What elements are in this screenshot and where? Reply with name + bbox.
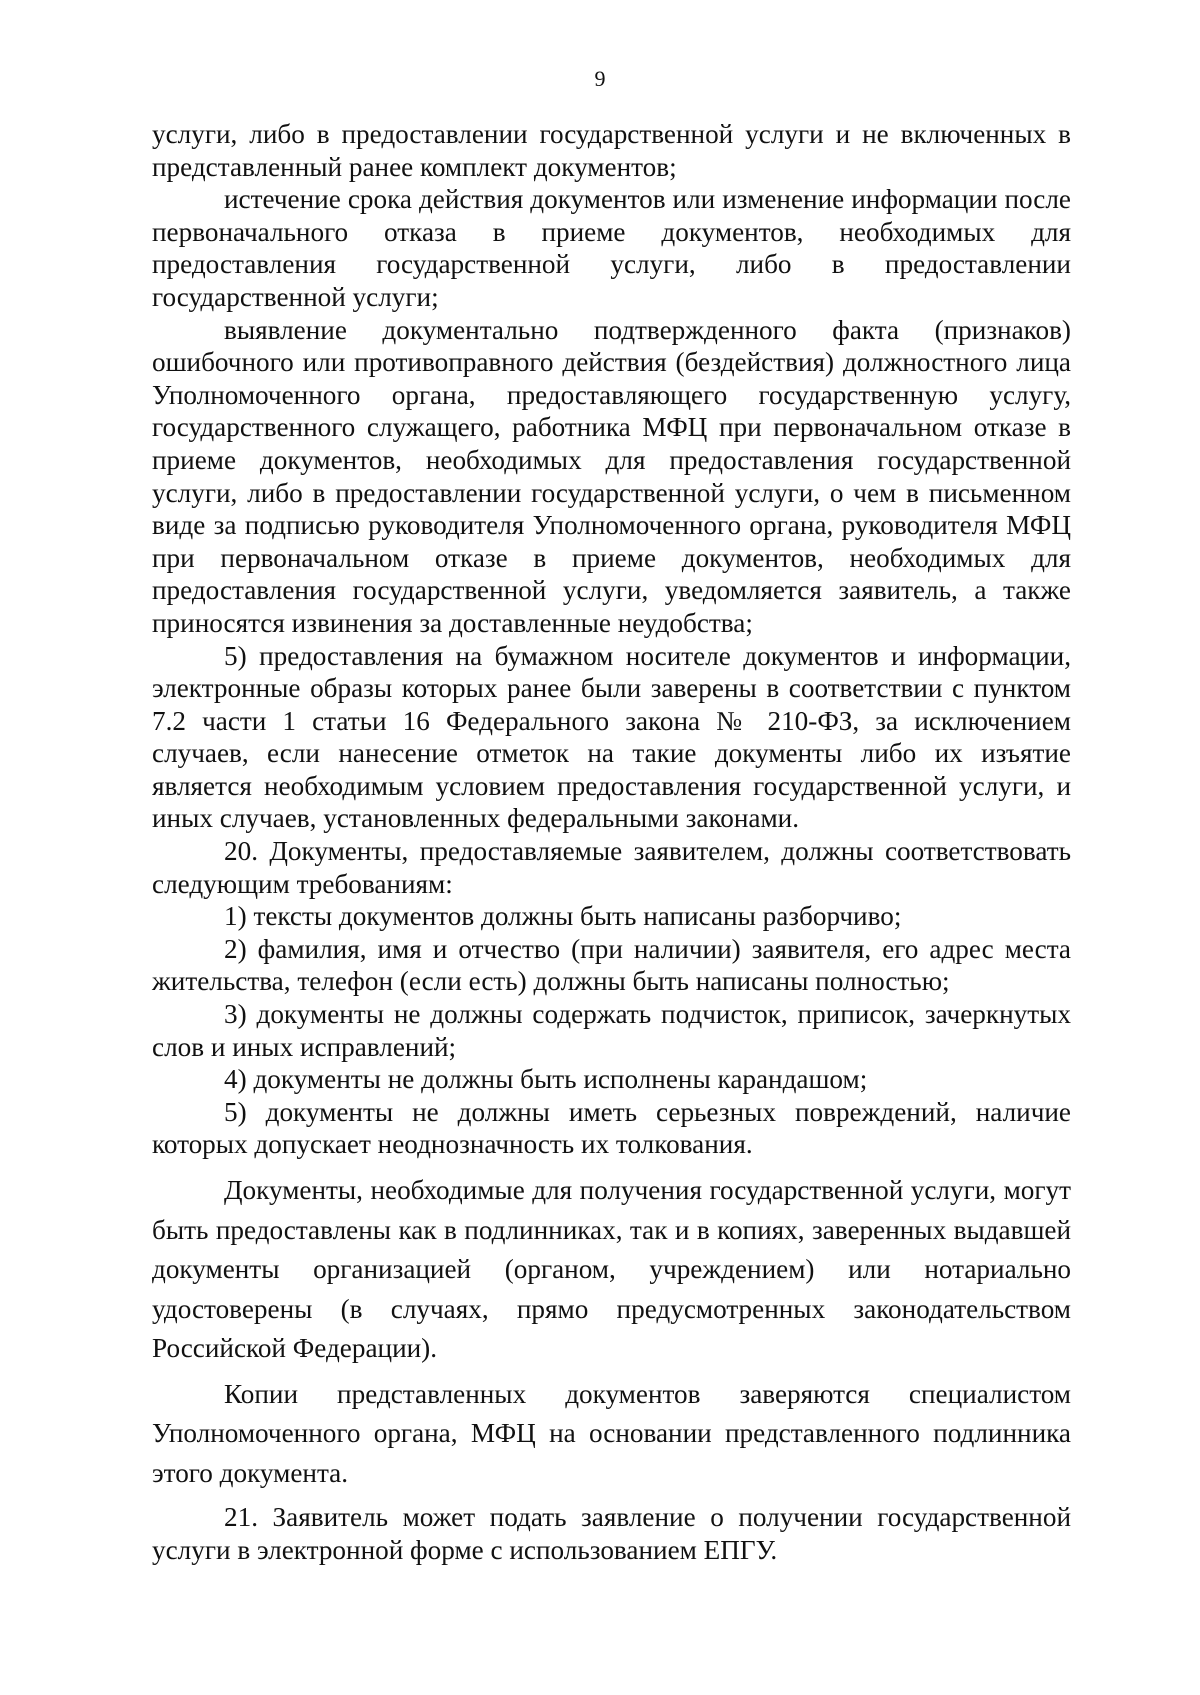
list-item-1: 1) тексты документов должны быть написаны разборчиво; [224,901,902,932]
paragraph-expiry: истечение срока действия документов или изменение информации после первоначального отказа в приеме документов, необходимых для предоставления государственной услуги, либо в предоставлении государственной услуги; [152,184,1071,312]
list-item-5: 5) документы не должны иметь серьезных повреждений, наличие которых допускает неоднозначность их толкования. [152,1096,1071,1160]
paragraph-section-20: 20. Документы, предоставляемые заявителем, должны соответствовать следующим требованиям: [152,836,1071,899]
paragraph-continuation: услуги, либо в предоставлении государственной услуги и не включенных в представленный ранее комплект документов; [152,119,1071,182]
paragraph-copy-certification: Копии представленных документов заверяются специалистом Уполномоченного органа, МФЦ на основании представленного подлинника этого документа. [152,1378,1071,1488]
paragraph-error-detection: выявление документально подтвержденного факта (признаков) ошибочного или противоправного действия (бездействия) должностного лица Уполномоченного органа, предоставляющего государственную услугу, государственного служащего, работника МФЦ при первоначальном отказе в приеме документов, необходимых для предоставления государственной услуги, либо в предоставлении государственной услуги, о чем в письменном виде за подписью руководителя Уполномоченного органа, руководителя МФЦ при первоначальном отказе в приеме документов, необходимых для предоставления государственной услуги, уведомляется заявитель, а также приносятся извинения за доставленные неудобства; [152,314,1071,638]
paragraph-item-5-paper: 5) предоставления на бумажном носителе документов и информации, электронные образы которых ранее были заверены в соответствии с пунктом 7.2 части 1 статьи 16 Федерального закона № 210-ФЗ, за исключением случаев, если нанесение отметок на такие документы либо их изъятие является необходимым условием предоставления государственной услуги, и иных случаев, установленных федеральными законами. [152,640,1071,834]
list-item-4: 4) документы не должны быть исполнены карандашом; [224,1064,868,1095]
list-item-3: 3) документы не должны содержать подчисток, приписок, зачеркнутых слов и иных исправлений; [152,999,1071,1062]
paragraph-section-21: 21. Заявитель может подать заявление о получении государственной услуги в электронной форме с использованием ЕПГУ. [152,1502,1071,1565]
document-body [152,118,1071,1566]
paragraph-originals-copies: Документы, необходимые для получения государственной услуги, могут быть предоставлены как в подлинниках, так и в копиях, заверенных выдавшей документы организацией (органом, учреждением) или нотариально удостоверены (в случаях, прямо предусмотренных законодательством Российской Федерации). [152,1175,1071,1363]
page-number: 9 [594,66,606,91]
list-item-2: 2) фамилия, имя и отчество (при наличии) заявителя, его адрес места жительства, телефон (если есть) должны быть написаны полностью; [152,933,1071,997]
